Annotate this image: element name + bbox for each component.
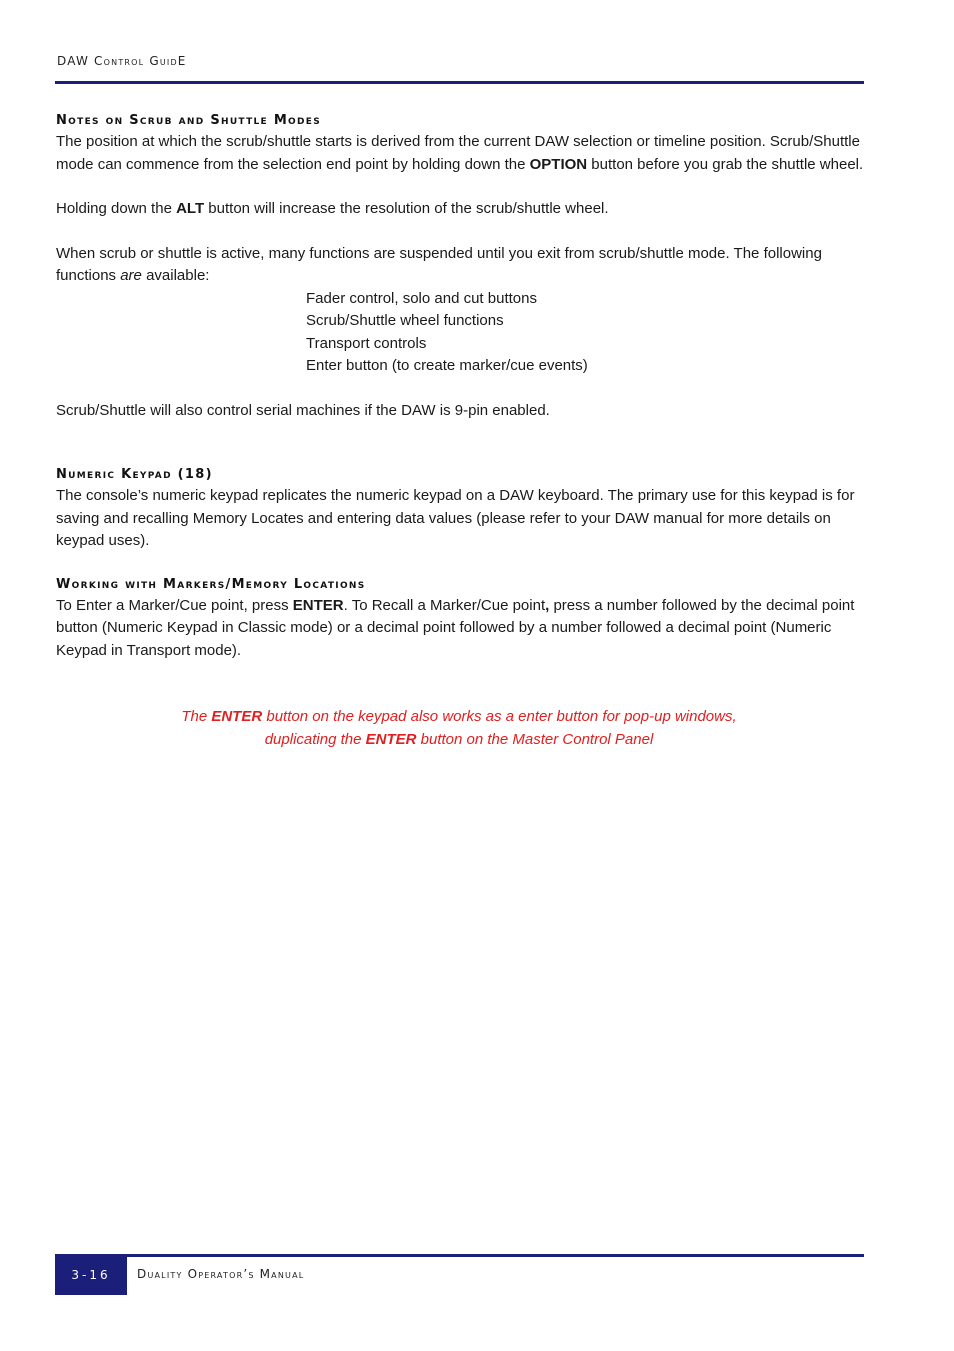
text-run: button before you grab the shuttle wheel. [587, 155, 864, 173]
scrub-paragraph-4: Scrub/Shuttle will also control serial machines if the DAW is 9-pin enabled. [56, 401, 550, 419]
page-header-title: DAW Control GuidE [57, 54, 187, 68]
header-rule [55, 81, 864, 84]
text-run: button on the Master Control Panel [416, 730, 654, 748]
page-content [56, 111, 866, 751]
text-run: When scrub or shuttle is active, many functions are suspended until you exit from scrub/shuttle mode. The following functions [56, 244, 822, 284]
text-run: To Enter a Marker/Cue point, press [56, 596, 293, 614]
enter-keyword: ENTER [211, 708, 263, 725]
text-run: The [181, 708, 212, 725]
note-line-1 [56, 706, 862, 729]
are-emphasis: are [120, 267, 142, 284]
list-item: Scrub/Shuttle wheel functions [306, 312, 504, 329]
enter-keyword: ENTER [365, 730, 417, 748]
scrub-paragraph-3 [56, 243, 866, 288]
list-item: Transport controls [306, 334, 427, 352]
text-run: available: [141, 267, 210, 284]
text-run: press a number followed by the decimal point button (Numeric Keypad in Classic mode) or a decimal point followed by a number followed a decimal point (Numeric Keypad in Transport mode). [56, 596, 855, 659]
text-run: Holding down the [56, 200, 177, 217]
text-run: button will increase the resolution of the scrub/shuttle wheel. [204, 200, 609, 217]
list-item: Fader control, solo and cut buttons [306, 289, 537, 307]
section-heading-keypad: Numeric Keypad (18) [56, 467, 213, 482]
section-heading-markers: Working with Markers/Memory Locations [56, 576, 366, 592]
enter-note [56, 706, 862, 751]
scrub-paragraph-2 [56, 198, 866, 221]
footer-manual-title: Duality Operator’s Manual [137, 1267, 305, 1281]
text-run: . To Recall a Marker/Cue point [343, 596, 546, 614]
option-keyword: OPTION [529, 155, 588, 173]
bold-comma: , [545, 596, 550, 614]
note-line-2 [56, 729, 862, 752]
text-run: button on the keypad also works as a enter button for pop-up windows, [262, 708, 737, 725]
section-heading-scrub: Notes on Scrub and Shuttle Modes [56, 113, 322, 128]
text-run: The position at which the scrub/shuttle starts is derived from the current DAW selection or timeline position. Scrub/Shuttle mode can commence from the selection end point by holding down the [56, 133, 860, 173]
page-number-badge: 3-16 [55, 1257, 127, 1295]
list-item: Enter button (to create marker/cue events) [306, 357, 588, 374]
alt-keyword: ALT [176, 200, 205, 217]
keypad-paragraph: The console’s numeric keypad replicates the numeric keypad on a DAW keyboard. The primary use for this keypad is for saving and recalling Memory Locates and entering data values (please refer to your DAW manual for more details on keypad uses). [56, 487, 855, 549]
scrub-paragraph-1 [56, 131, 866, 176]
enter-keyword: ENTER [292, 596, 344, 614]
markers-paragraph [56, 595, 866, 663]
available-functions-list [56, 288, 866, 378]
text-run: duplicating the [264, 730, 366, 748]
footer-rule [55, 1254, 864, 1257]
